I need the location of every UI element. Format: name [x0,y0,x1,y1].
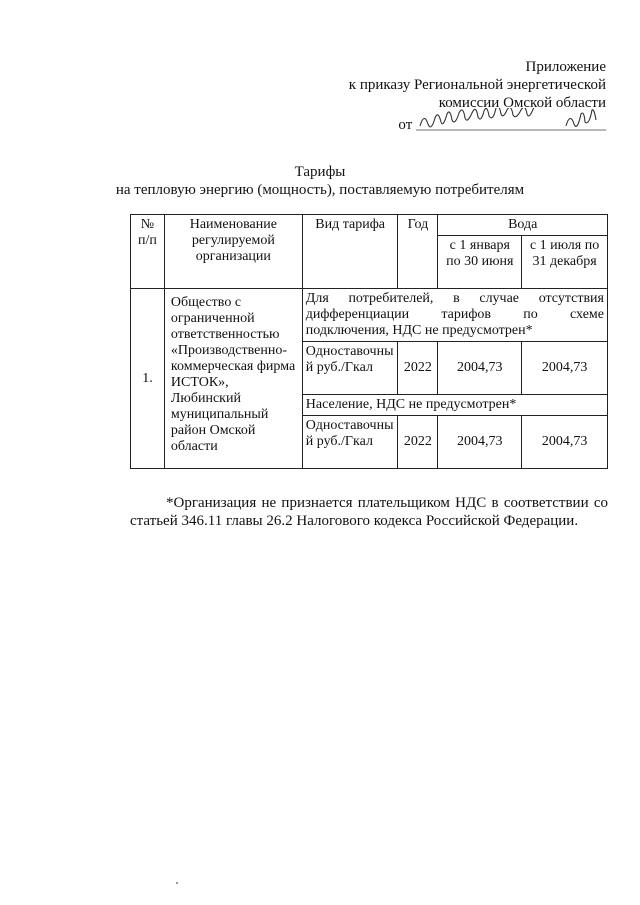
group-2-label: Население, НДС не предусмотрен* [302,395,607,416]
group-2-tariff-type: Одноставочный руб./Гкал [302,416,398,469]
document-title [0,163,640,199]
title-subtitle: на тепловую энергию (мощность), поставляемую потребителям [115,182,525,198]
appendix-order-ref: к приказу Региональной энергетической [348,77,606,93]
header-water: Вода [438,215,608,236]
appendix-commission: комиссии Омской области [438,95,606,111]
group-2-value-2: 2004,73 [522,416,608,469]
header-num: № п/п [131,215,165,289]
tariffs-table [130,214,608,469]
group-2-value-1: 2004,73 [438,416,522,469]
header-period-2: с 1 июля по 31 декабря [522,236,608,289]
handwritten-order-date-and-number [416,112,606,134]
row-organization: Общество с ограниченной ответственностью «Производственно-коммерческая фирма ИСТОК», Любинский муниципальный район Омской области [164,289,302,469]
appendix-label: Приложение [525,59,606,75]
order-prefix: от [398,117,413,133]
table-header-row [131,215,608,236]
table-row [131,289,608,342]
group-1-value-2: 2004,73 [522,342,608,395]
group-2-year: 2022 [398,416,438,469]
header-tariff-type: Вид тарифа [302,215,398,289]
group-1-label: Для потребителей, в случае отсутствия дифференциации тарифов по схеме подключения, НДС не предусмотрен* [302,289,607,342]
order-date-number [306,112,606,134]
group-1-year: 2022 [398,342,438,395]
appendix-header [306,58,606,134]
scan-speck [176,882,178,884]
header-organization: Наименование регулируемой организации [164,215,302,289]
title-main: Тарифы [294,164,346,180]
group-1-value-1: 2004,73 [438,342,522,395]
footnote: *Организация не признается плательщиком НДС в соответствии со статьей 346.11 главы 26.2 Налогового кодекса Российской Федерации. [130,495,608,529]
header-year: Год [398,215,438,289]
group-1-tariff-type: Одноставочный руб./Гкал [302,342,398,395]
row-num: 1. [131,289,165,469]
header-period-1: с 1 января по 30 июня [438,236,522,289]
handwriting-signature-image [416,108,606,136]
